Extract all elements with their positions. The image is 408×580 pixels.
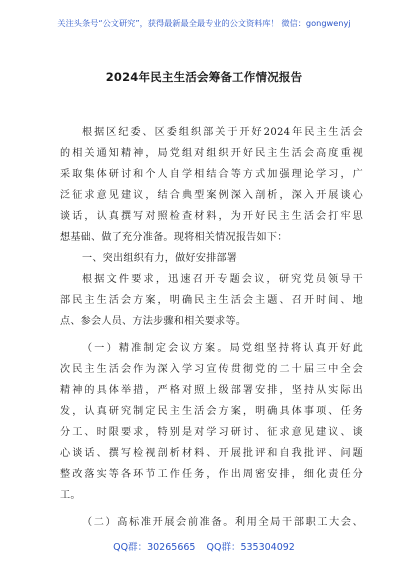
document-body xyxy=(60,122,363,533)
footer-qq-groups xyxy=(0,539,408,553)
body-line: （二）高标准开展会前准备。利用全局干部职工大会、 xyxy=(82,517,363,528)
body-line: 次民主生活会作为深入学习宣传贯彻党的二十届三中全会 xyxy=(60,364,363,375)
body-line: 精神的具体举措，严格对照上级部署安排，坚持从实际出 xyxy=(60,385,363,396)
body-line: 整改落实等各环节工作任务，作出周密安排，细化责任分 xyxy=(60,469,363,480)
body-line: 根据文件要求，迅速召开专题会议，研究党员领导干 xyxy=(82,274,363,285)
body-line: 发，认真研究制定民主生活会方案，明确具体事项、任务 xyxy=(60,406,363,417)
section-heading: 一、突出组织有力，做好安排部署 xyxy=(82,253,238,264)
body-line: 想基础、做了充分准备。现将相关情况报告如下： xyxy=(60,232,288,243)
body-line: 采取集体研讨和个人自学相结合等方式加强理论学习，广 xyxy=(60,169,363,180)
body-line: （一）精准制定会议方案。局党组坚持将认真开好此 xyxy=(82,343,363,354)
body-line: 泛征求意见建议，结合典型案例深入剖析，深入开展谈心 xyxy=(60,190,363,201)
document-title: 2024年民主生活会筹备工作情况报告 xyxy=(105,70,303,84)
body-line: 的相关通知精神，局党组对组织开好民主生活会高度重视 xyxy=(60,148,363,159)
qq-group-1: QQ群：30265665 xyxy=(113,542,196,553)
qq-group-2: QQ群：535304092 xyxy=(206,542,295,553)
body-line: 点、参会人员、方法步骤和相关要求等。 xyxy=(60,316,247,327)
body-line: 谈话，认真撰写对照检查材料，为开好民主生活会打牢思 xyxy=(60,211,363,222)
body-line: 心谈话、撰写检视剖析材料、开展批评和自我批评、问题 xyxy=(60,448,363,459)
body-line: 分工、时限要求，特别是对学习研讨、征求意见建议、谈 xyxy=(60,427,363,438)
header-promo-note: 关注头条号“公文研究”，获得最新最全最专业的公文资料库！ 微信：gongwenyj xyxy=(57,18,351,28)
body-line: 工。 xyxy=(60,490,81,501)
body-line: 根据区纪委、区委组织部关于开好2024年民主生活会 xyxy=(82,127,363,138)
body-line: 部民主生活会方案，明确民主生活会主题、召开时间、地 xyxy=(60,295,363,306)
